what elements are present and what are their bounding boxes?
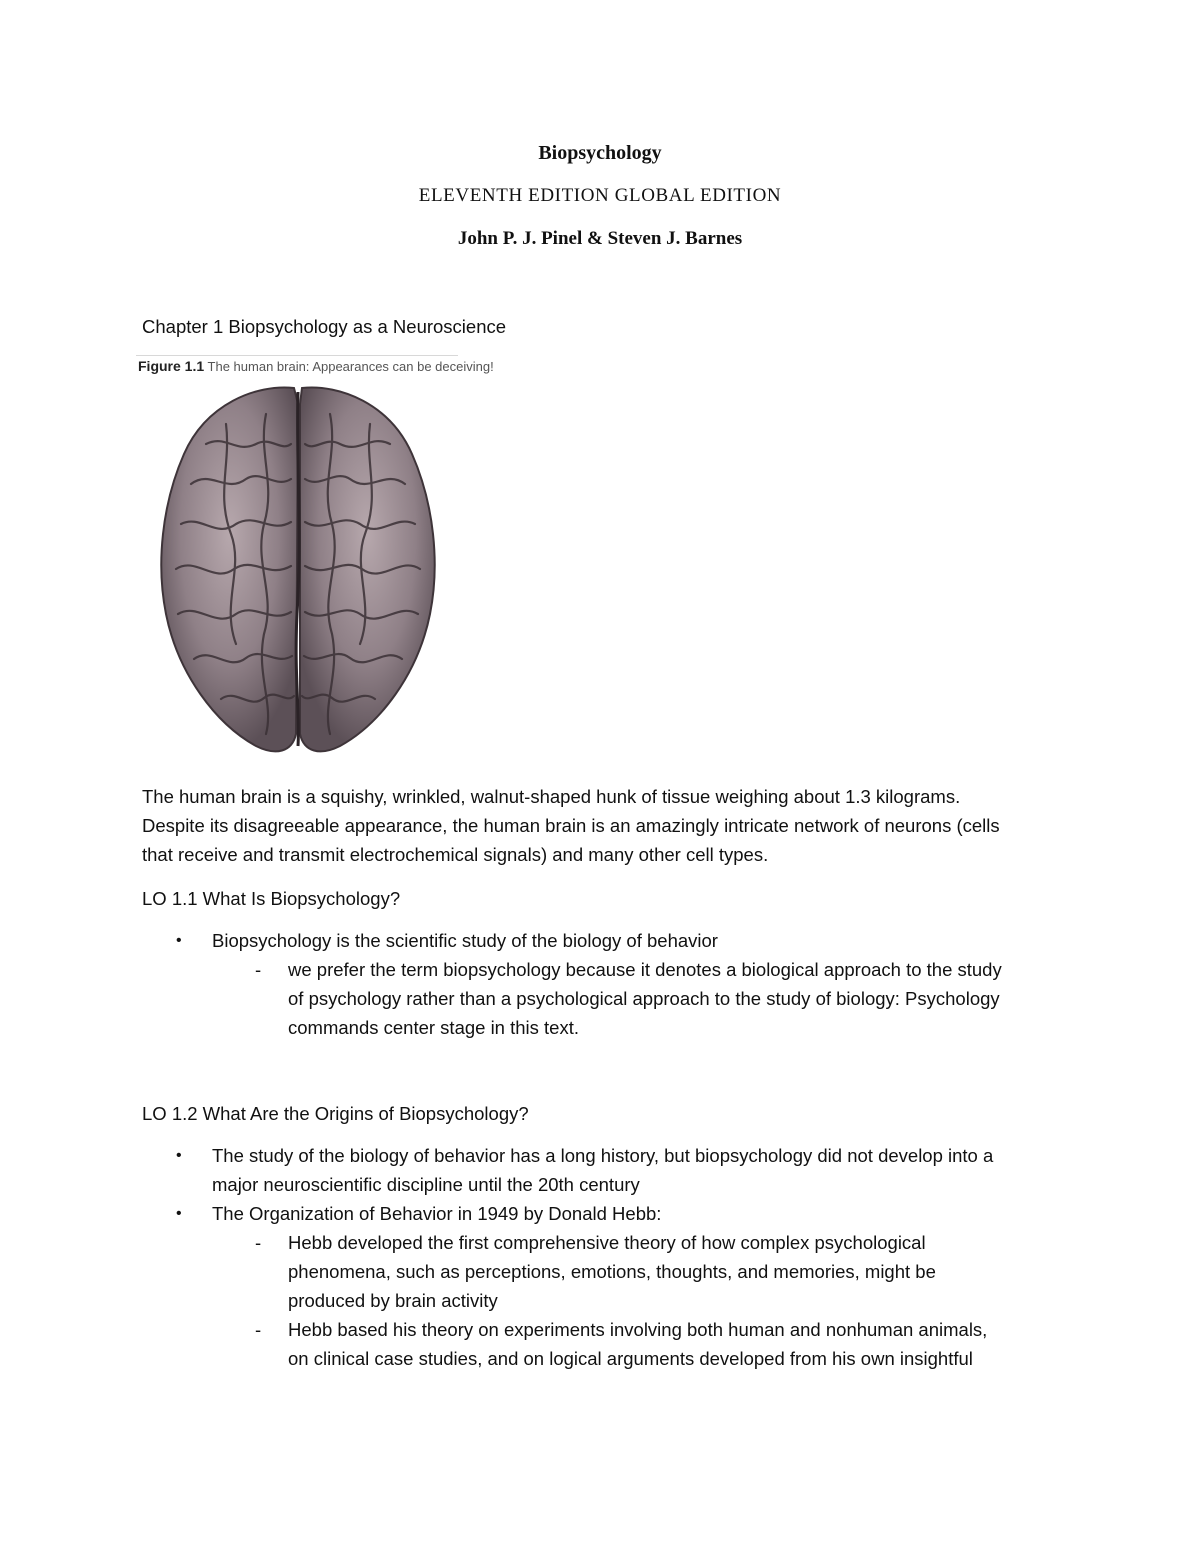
list-item bbox=[212, 1141, 1072, 1199]
sub-item-line: phenomena, such as perceptions, emotions, thoughts, and memories, might be bbox=[288, 1261, 936, 1282]
sub-item-line: Hebb based his theory on experiments involving both human and nonhuman animals, bbox=[288, 1319, 988, 1340]
lo-1-1-heading: LO 1.1 What Is Biopsychology? bbox=[142, 888, 401, 909]
sub-item-line: commands center stage in this text. bbox=[288, 1017, 579, 1038]
intro-line: The human brain is a squishy, wrinkled, walnut-shaped hunk of tissue weighing about 1.3 kilograms. bbox=[142, 786, 961, 807]
list-item-line: major neuroscientific discipline until the 20th century bbox=[212, 1174, 640, 1195]
bullet-marker: • bbox=[176, 1205, 182, 1222]
sub-list-item bbox=[288, 955, 1068, 1042]
intro-line: Despite its disagreeable appearance, the human brain is an amazingly intricate network of neurons (cells bbox=[142, 815, 1000, 836]
intro-line: that receive and transmit electrochemical signals) and many other cell types. bbox=[142, 844, 769, 865]
sub-item-line: produced by brain activity bbox=[288, 1290, 498, 1311]
dash-marker: - bbox=[255, 959, 262, 980]
book-edition: ELEVENTH EDITION GLOBAL EDITION bbox=[418, 185, 782, 206]
sub-item-line: we prefer the term biopsychology because it denotes a biological approach to the study bbox=[288, 959, 1002, 980]
dash-marker: - bbox=[255, 1232, 262, 1253]
figure-1-1 bbox=[136, 354, 494, 760]
bullet-marker: • bbox=[176, 1147, 182, 1164]
bullet-marker: • bbox=[176, 932, 182, 949]
sub-item-line: on clinical case studies, and on logical arguments developed from his own insightful bbox=[288, 1348, 973, 1369]
sub-list-item bbox=[288, 1315, 1068, 1373]
dash-marker: - bbox=[255, 1319, 262, 1340]
lo-1-2-heading: LO 1.2 What Are the Origins of Biopsychology? bbox=[142, 1103, 529, 1124]
sub-list-item bbox=[288, 1228, 1068, 1315]
figure-label: Figure 1.1 bbox=[138, 358, 205, 374]
list-item-line: The study of the biology of behavior has a long history, but biopsychology did not develop into a bbox=[212, 1145, 994, 1166]
figure-top-rule bbox=[136, 355, 458, 356]
list-item: The Organization of Behavior in 1949 by Donald Hebb: bbox=[212, 1203, 662, 1224]
chapter-heading: Chapter 1 Biopsychology as a Neuroscience bbox=[142, 316, 507, 337]
sub-item-line: of psychology rather than a psychological approach to the study of biology: Psychology bbox=[288, 988, 1000, 1009]
intro-paragraph bbox=[142, 782, 1082, 869]
book-authors: John P. J. Pinel & Steven J. Barnes bbox=[457, 228, 743, 249]
figure-caption-text: The human brain: Appearances can be deceiving! bbox=[207, 359, 494, 374]
sub-item-line: Hebb developed the first comprehensive theory of how complex psychological bbox=[288, 1232, 926, 1253]
book-title: Biopsychology bbox=[538, 142, 662, 164]
list-item: Biopsychology is the scientific study of the biology of behavior bbox=[212, 930, 718, 951]
brain-image bbox=[136, 374, 458, 760]
figure-caption bbox=[138, 358, 494, 374]
